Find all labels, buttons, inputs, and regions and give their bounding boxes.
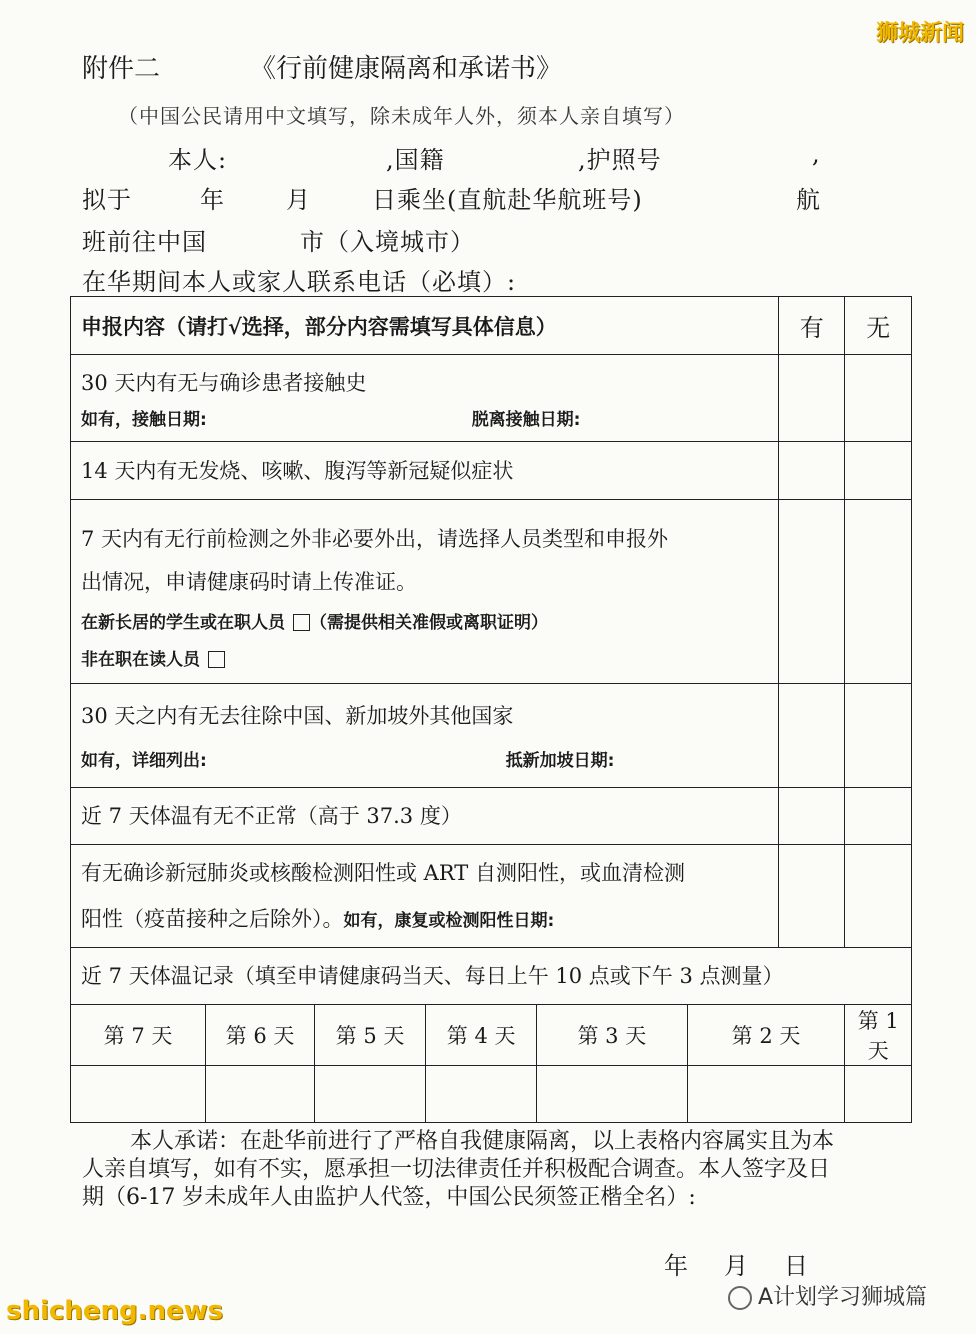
separation-date-label: 脱离接触日期:: [471, 409, 581, 430]
question-temperature-text: 近 7 天体温有无不正常（高于 37.3 度）: [71, 788, 779, 845]
wechat-icon: [728, 1286, 752, 1310]
temp-entry-row: [71, 1066, 912, 1123]
question-row-positive: [71, 845, 912, 948]
days-header-row: [71, 1005, 912, 1066]
day-3-label: 第 3 天: [537, 1005, 687, 1066]
header-no: 无: [845, 297, 912, 355]
header-declaration-content: 申报内容（请打√选择，部分内容需填写具体信息）: [71, 297, 779, 355]
no-checkbox-cell[interactable]: [845, 442, 912, 500]
date-day: 日: [784, 1252, 808, 1280]
no-checkbox-cell[interactable]: [845, 355, 912, 442]
pledge-text: 本人承诺：在赴华前进行了严格自我健康隔离，以上表格内容属实且为本人亲自填写，如有不实，愿承担一切法律责任并积极配合调查。本人签字及日期（6-17 岁未成年人由监护人代签，中国公民须签正楷全名）:: [82, 1129, 835, 1210]
nationality-label: ,国籍: [386, 146, 445, 174]
table-header-row: [71, 297, 912, 355]
city-suffix: 市（入境城市）: [300, 228, 475, 256]
year-label: 年: [200, 186, 225, 214]
no-checkbox-cell[interactable]: [845, 845, 912, 948]
question-row-temperature: [71, 788, 912, 845]
yes-checkbox-cell[interactable]: [779, 500, 845, 684]
arrival-date-label: 抵新加坡日期:: [505, 751, 615, 771]
option-resident-label: 在新长居的学生或在职人员: [81, 612, 285, 633]
question-row-outings: [71, 500, 912, 684]
question-outings-line1: 7 天内有无行前检测之外非必要外出，请选择人员类型和申报外: [81, 526, 669, 551]
declaration-table: [70, 296, 912, 1123]
temp-entry-cell[interactable]: [426, 1066, 537, 1123]
day-5-label: 第 5 天: [314, 1005, 425, 1066]
day-7-label: 第 7 天: [71, 1005, 206, 1066]
passport-label: ,护照号: [578, 146, 662, 174]
contact-date-label: 如有，接触日期:: [81, 409, 207, 430]
header-yes: 有: [779, 297, 845, 355]
flight-label: 日乘坐(直航赴华航班号): [372, 186, 643, 214]
question-row-symptoms: [71, 442, 912, 500]
question-contact-text: 30 天内有无与确诊患者接触史: [81, 370, 367, 395]
signature-date: [664, 1246, 808, 1281]
yes-checkbox-cell[interactable]: [779, 355, 845, 442]
watermark-top-right: 狮城新闻: [875, 21, 964, 46]
question-positive-line1: 有无确诊新冠肺炎或核酸检测阳性或 ART 自测阳性，或血清检测: [81, 861, 685, 885]
no-checkbox-cell[interactable]: [845, 500, 912, 684]
month-label: 月: [286, 186, 311, 214]
day-6-label: 第 6 天: [206, 1005, 315, 1066]
question-symptoms-text: 14 天内有无发烧、咳嗽、腹泻等新冠疑似症状: [71, 442, 779, 500]
trailing-comma: ,: [812, 140, 821, 168]
question-row-travel: [71, 684, 912, 788]
no-checkbox-cell[interactable]: [845, 684, 912, 788]
nonworking-checkbox[interactable]: [208, 651, 225, 668]
day-4-label: 第 4 天: [426, 1005, 537, 1066]
question-positive-line2: 阳性（疫苗接种之后除外）。: [81, 907, 344, 931]
city-prefix: 班前往中国: [82, 228, 207, 256]
day-2-label: 第 2 天: [687, 1005, 845, 1066]
option-nonworking-label: 非在职在读人员: [81, 649, 200, 670]
resident-checkbox[interactable]: [293, 614, 310, 631]
date-month: 月: [724, 1252, 748, 1280]
temp-entry-cell[interactable]: [314, 1066, 425, 1123]
question-outings-line2: 出情况，申请健康码时请上传准证。: [81, 569, 417, 594]
temp-entry-cell[interactable]: [845, 1066, 912, 1123]
yes-checkbox-cell[interactable]: [779, 845, 845, 948]
plan-prefix: 拟于: [82, 186, 132, 214]
watermark-bottom-left: shicheng.news: [6, 1296, 224, 1326]
name-label: 本人:: [168, 146, 228, 174]
phone-label: 在华期间本人或家人联系电话（必填）:: [82, 268, 517, 296]
temp-record-row: [71, 948, 912, 1005]
temp-entry-cell[interactable]: [206, 1066, 315, 1123]
travel-details-label: 如有，详细列出:: [81, 751, 207, 771]
temp-entry-cell[interactable]: [687, 1066, 845, 1123]
option-resident-note: （需提供相关准假或离职证明）: [310, 612, 548, 633]
day-1-label: 第 1 天: [845, 1005, 912, 1066]
flight-suffix: 航: [796, 186, 821, 214]
yes-checkbox-cell[interactable]: [779, 684, 845, 788]
annex-label: 附件二: [82, 54, 161, 84]
recovery-date-label: 如有，康复或检测阳性日期:: [343, 911, 555, 931]
yes-checkbox-cell[interactable]: [779, 788, 845, 845]
temp-entry-cell[interactable]: [71, 1066, 206, 1123]
date-year: 年: [664, 1252, 688, 1280]
page-title: 《行前健康隔离和承诺书》: [250, 54, 563, 84]
watermark-bottom-right: A计划学习狮城篇: [728, 1280, 927, 1311]
temp-entry-cell[interactable]: [537, 1066, 687, 1123]
no-checkbox-cell[interactable]: [845, 788, 912, 845]
temp-record-label: 近 7 天体温记录（填至申请健康码当天、每日上午 10 点或下午 3 点测量）: [71, 948, 912, 1005]
question-row-contact: [71, 355, 912, 442]
page-subtitle: （中国公民请用中文填写，除未成年人外，须本人亲自填写）: [118, 104, 685, 128]
question-travel-text: 30 天之内有无去往除中国、新加坡外其他国家: [81, 704, 514, 728]
yes-checkbox-cell[interactable]: [779, 442, 845, 500]
